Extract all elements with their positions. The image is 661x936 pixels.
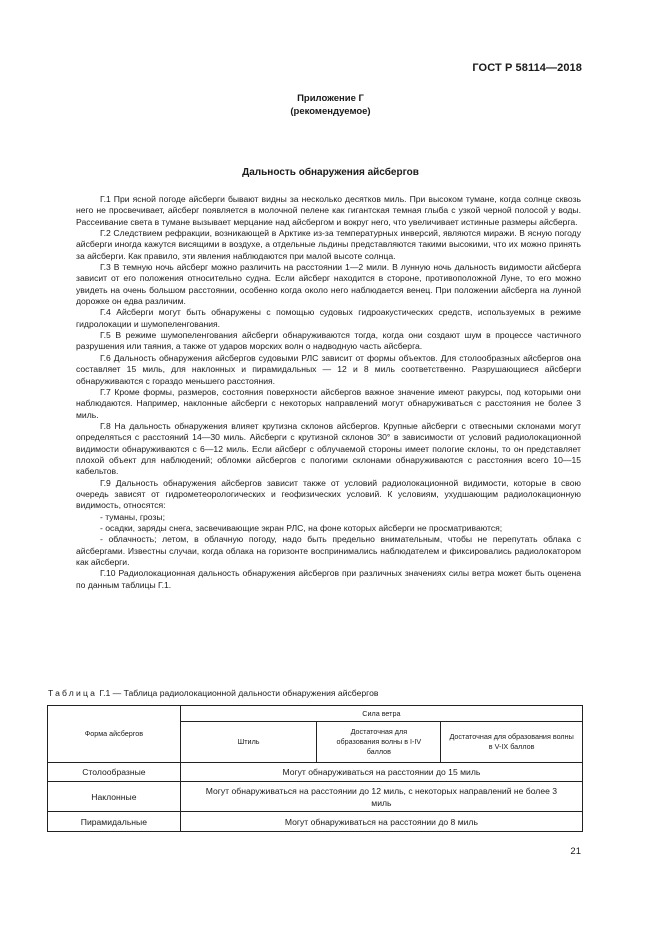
iceberg-detection-table <box>47 705 583 832</box>
paragraph: Г.4 Айсберги могут быть обнаружены с помощью судовых гидроакустических средств, используемых в режиме гидролокации и шумопеленгования. <box>76 307 581 329</box>
table-row <box>48 812 583 832</box>
paragraph: Г.10 Радиолокационная дальность обнаружения айсбергов при различных значениях силы ветра может быть оценена по данным таблицы Г.1. <box>76 568 581 590</box>
body-text <box>76 194 581 591</box>
header-wave-1-4: Достаточная для образования волны в I-IV баллов <box>317 722 441 763</box>
row-form: Столообразные <box>48 763 181 782</box>
paragraph: Г.8 На дальность обнаружения влияет крутизна склонов айсбергов. Крупные айсберги с отвесными склонами могут определяться с расстояний 14—30 миль. Айсберги с крутизной склонов 30° в зависимости от условий радиолокационной видимости обнаруживаются с 6—12 миль. Если айсберг с облучаемой стороны имеет пологие склоны, то он представляет плохой объект для наблюдений; обломки айсбергов с пологими склонами обнаруживаются с расстояния всего 10—15 кабельтов. <box>76 420 581 477</box>
section-title: Дальность обнаружения айсбергов <box>242 167 419 178</box>
table-row <box>48 763 583 782</box>
table-row <box>48 782 583 812</box>
paragraph: Г.5 В режиме шумопеленгования айсберги обнаруживаются тогда, когда они создают шум в процессе частичного разрушения или таяния, а также от ударов морских волн о надводную часть айсберга. <box>76 330 581 352</box>
list-item: - облачность; летом, в облачную погоду, надо быть предельно внимательным, чтобы не перепутать облака с айсбергами. Известны случаи, когда облака на горизонте воспринимались наблюдателем и фиксировались радиолокатором как айсберги. <box>76 534 581 567</box>
header-wind: Сила ветра <box>180 706 582 722</box>
row-form: Наклонные <box>48 782 181 812</box>
paragraph: Г.6 Дальность обнаружения айсбергов судовыми РЛС зависит от формы объектов. Для столообразных айсбергов она составляет 15 миль, для наклонных и пирамидальных — 12 и 8 миль соответственно. Разрушающиеся айсберги обнаруживаются с гораздо меньшего расстояния. <box>76 352 581 386</box>
header-wave-5-9: Достаточная для образования волны в V-IX баллов <box>441 722 583 763</box>
paragraph: Г.3 В темную ночь айсберг можно различить на расстоянии 1—2 мили. В лунную ночь дальность видимости айсберга зависит от его положения относительно судна. Если айсберг находится в стороне, противоположной Луне, то его можно увидеть на очень большом расстоянии, особенно когда около него наблюдается венец. При положении айсберга на лунной дорожке он едва различим. <box>76 262 581 307</box>
row-value: Могут обнаруживаться на расстоянии до 8 миль <box>180 812 582 832</box>
list-item: - осадки, заряды снега, засвечивающие экран РЛС, на фоне которых айсберги не просматриваются; <box>100 522 503 533</box>
paragraph: Г.7 Кроме формы, размеров, состояния поверхности айсбергов важное значение имеют ракурсы, под которыми они наблюдаются. Например, наклонные айсберги с некоторых направлений могут обнаруживаться с расстояния не более 3 миль. <box>76 386 581 420</box>
table-caption-label: Таблица <box>48 688 98 698</box>
row-value: Могут обнаруживаться на расстоянии до 15 миль <box>180 763 582 782</box>
page-number: 21 <box>570 846 581 857</box>
paragraph: Г.9 Дальность обнаружения айсбергов зависит также от условий радиолокационной видимости, которые в свою очередь зависят от гидрометеорологических и геофизических условий. К условиям, ухудшающим радиолокационную видимость, относятся: <box>76 477 581 511</box>
header-form: Форма айсбергов <box>48 706 181 763</box>
row-value: Могут обнаруживаться на расстоянии до 12 миль, с некоторых направлений не более 3 миль <box>180 782 582 812</box>
standard-designation: ГОСТ Р 58114—2018 <box>472 62 582 74</box>
table-header-row <box>48 706 583 722</box>
table-caption <box>48 688 378 698</box>
appendix-title: Приложение Г <box>297 93 364 104</box>
list-item: - туманы, грозы; <box>100 511 165 522</box>
paragraph: Г.2 Следствием рефракции, возникающей в Арктике из-за температурных инверсий, являются миражи. В ясную погоду айсберги иногда кажутся висящими в воздухе, а отдельные льдины представляются такими высокими, что их можно принять за айсберги. Как правило, эти явления наблюдаются при малой высоте солнца. <box>76 228 581 261</box>
appendix-subtitle: (рекомендуемое) <box>290 106 371 117</box>
row-form: Пирамидальные <box>48 812 181 832</box>
appendix-heading <box>0 92 661 118</box>
paragraph: Г.1 При ясной погоде айсберги бывают видны за несколько десятков миль. При высоком тумане, когда солнце сквозь него не просвечивает, айсберг появляется в молочной пелене как гигантская темная глыба с узкой черной полосой у воды. Рассеивание света в тумане вызывает мерцание над айсбергом и вокруг него, что увеличивает истинные размеры айсберга. <box>76 194 581 227</box>
header-calm: Штиль <box>180 722 317 763</box>
table-caption-text: Г.1 — Таблица радиолокационной дальности обнаружения айсбергов <box>97 688 379 698</box>
